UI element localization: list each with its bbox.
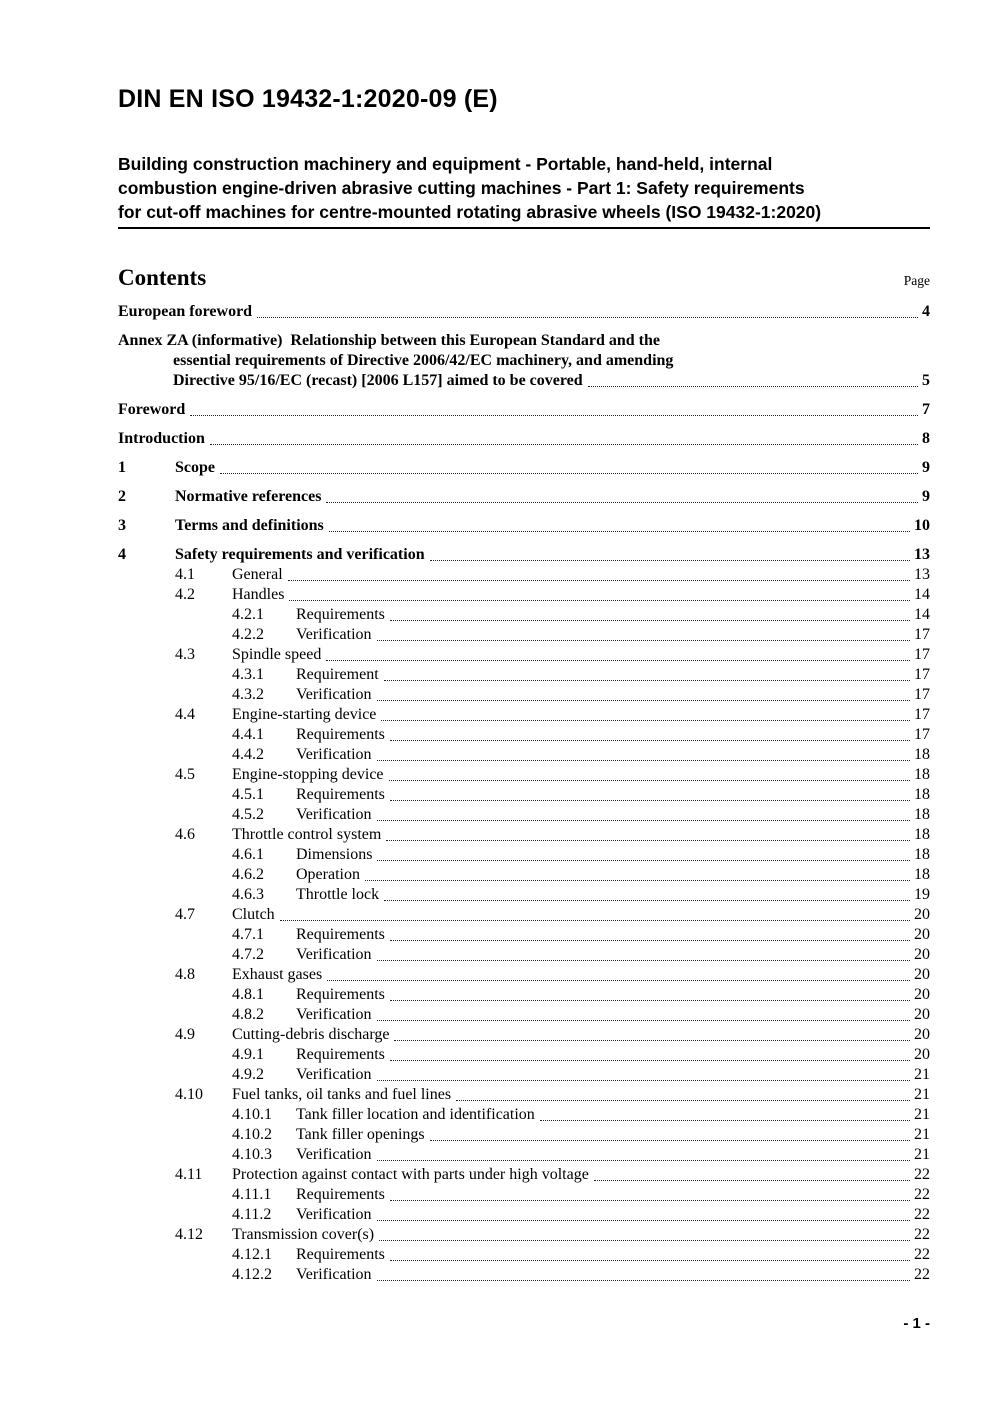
toc-entry-label: Verification (296, 1066, 372, 1083)
page-number-footer: - 1 - (903, 1315, 930, 1332)
toc-entry-label: Verification (296, 1266, 372, 1283)
toc-entry-label: Verification (296, 1006, 372, 1023)
toc-entry[interactable] (118, 1265, 930, 1285)
toc-entry-number: 4.5 (175, 766, 195, 783)
toc-dot-leader (327, 980, 910, 981)
toc-dot-leader (257, 317, 918, 318)
toc-dot-leader (430, 560, 910, 561)
toc-entry-page: 22 (914, 1206, 930, 1223)
toc-entry[interactable] (118, 585, 930, 605)
toc-entry-page: 20 (914, 1026, 930, 1043)
toc-dot-leader (326, 660, 910, 661)
toc-dot-leader (377, 1220, 910, 1221)
toc-dot-leader (377, 1160, 910, 1161)
toc-entry[interactable] (118, 845, 930, 865)
toc-entry[interactable] (118, 1125, 930, 1145)
toc-entry-number: 4.6.2 (232, 866, 264, 883)
toc-entry-label: Safety requirements and verification (175, 546, 425, 563)
toc-entry-page: 17 (914, 666, 930, 683)
toc-entry[interactable] (118, 605, 930, 625)
toc-dot-leader (394, 1040, 910, 1041)
toc-entry-page: 9 (922, 459, 930, 476)
toc-entry-page: 17 (914, 726, 930, 743)
toc-entry-label: Verification (296, 806, 372, 823)
toc-entry-number: 4.4.1 (232, 726, 264, 743)
toc-dot-leader (377, 1280, 910, 1281)
contents-heading: Contents (118, 265, 207, 290)
toc-dot-leader (377, 1020, 910, 1021)
toc-dot-leader (190, 415, 918, 416)
toc-entry-number: 4.6.1 (232, 846, 264, 863)
toc-entry-page: 4 (922, 303, 930, 320)
toc-entry-number: 4.12 (175, 1226, 203, 1243)
toc-entry-page: 21 (914, 1106, 930, 1123)
toc-dot-leader (377, 760, 910, 761)
toc-dot-leader (280, 920, 910, 921)
toc-entry-page: 18 (914, 746, 930, 763)
toc-dot-leader (377, 1080, 910, 1081)
document-title-line: Building construction machinery and equipment - Portable, hand-held, internal (118, 154, 773, 174)
toc-entry-number: 2 (118, 488, 126, 505)
toc-entry-label: Handles (232, 586, 285, 603)
toc-entry-page: 17 (914, 686, 930, 703)
toc-entry[interactable] (118, 1085, 930, 1105)
toc-entry-page: 20 (914, 926, 930, 943)
toc-entry[interactable] (118, 685, 930, 705)
toc-entry-page: 21 (914, 1126, 930, 1143)
toc-entry-label: Foreword (118, 401, 186, 418)
toc-entry-label: Dimensions (296, 846, 373, 863)
toc-dot-leader (365, 880, 910, 881)
toc-dot-leader (588, 386, 918, 387)
toc-entry-page: 19 (914, 886, 930, 903)
toc-entry-page: 18 (914, 846, 930, 863)
toc-entry-page: 18 (914, 806, 930, 823)
toc-entry-number: 4.2.1 (232, 606, 264, 623)
document-title-line: combustion engine-driven abrasive cutting machines - Part 1: Safety requirements (118, 178, 805, 198)
toc-entry-label: Exhaust gases (232, 966, 323, 983)
toc-entry-number: 4.12.2 (232, 1266, 272, 1283)
toc-entry-label: Verification (296, 626, 372, 643)
toc-dot-leader (288, 580, 910, 581)
toc-entry-number: 4.6 (175, 826, 195, 843)
toc-entry-label: Normative references (175, 488, 322, 505)
toc-entry-page: 21 (914, 1146, 930, 1163)
toc-entry-number: 4.9 (175, 1026, 195, 1043)
toc-entry-page: 17 (914, 626, 930, 643)
toc-entry-number: 4.5.2 (232, 806, 264, 823)
toc-entry-number: 3 (118, 517, 126, 534)
toc-entry-label: Introduction (118, 430, 205, 447)
toc-entry-number: 4.8.2 (232, 1006, 264, 1023)
toc-entry[interactable] (118, 945, 930, 965)
toc-entry-label: Throttle control system (232, 826, 382, 843)
contents-header (118, 265, 930, 291)
toc-entry-page: 14 (914, 586, 930, 603)
page-column-label: Page (903, 273, 930, 288)
toc-dot-leader (377, 960, 910, 961)
toc-entry-number: 1 (118, 459, 126, 476)
toc-entry-page: 7 (922, 401, 930, 418)
document-code: DIN EN ISO 19432-1:2020-09 (E) (118, 85, 498, 113)
toc-entry-page: 13 (914, 546, 930, 563)
toc-entry-page: 8 (922, 430, 930, 447)
toc-dot-leader (210, 444, 918, 445)
toc-entry-label: Requirement (296, 666, 379, 683)
toc-entry-page: 20 (914, 986, 930, 1003)
toc-entry-label: essential requirements of Directive 2006/42/EC machinery, and amending (173, 352, 674, 369)
toc-entry[interactable] (118, 516, 930, 536)
toc-dot-leader (384, 680, 910, 681)
toc-entry-number: 4.5.1 (232, 786, 264, 803)
toc-entry-page: 22 (914, 1226, 930, 1243)
toc-entry-label: Verification (296, 1206, 372, 1223)
toc-dot-leader (390, 1000, 910, 1001)
toc-dot-leader (381, 720, 910, 721)
toc-entry-label: Spindle speed (232, 646, 322, 663)
toc-entry-label: Transmission cover(s) (232, 1226, 375, 1243)
toc-entry-number: 4.4.2 (232, 746, 264, 763)
toc-entry-page: 14 (914, 606, 930, 623)
toc-entry-number: 4.2.2 (232, 626, 264, 643)
toc-entry-page: 22 (914, 1266, 930, 1283)
toc-entry[interactable] (118, 1045, 930, 1065)
toc-entry-page: 22 (914, 1186, 930, 1203)
toc-entry[interactable] (118, 487, 930, 507)
toc-entry[interactable] (118, 1105, 930, 1125)
toc-entry-page: 18 (914, 826, 930, 843)
toc-entry-label: Requirements (296, 1246, 385, 1263)
toc-entry[interactable] (118, 351, 930, 371)
toc-entry-number: 4.8 (175, 966, 195, 983)
toc-dot-leader (594, 1180, 910, 1181)
toc-entry-label: Scope (175, 459, 215, 476)
toc-dot-leader (384, 900, 910, 901)
toc-entry[interactable] (118, 665, 930, 685)
toc-entry-label: Requirements (296, 606, 385, 623)
toc-dot-leader (377, 860, 910, 861)
toc-dot-leader (329, 531, 910, 532)
toc-entry[interactable] (118, 1145, 930, 1165)
toc-entry[interactable] (118, 765, 930, 785)
toc-entry-page: 20 (914, 966, 930, 983)
toc-entry-label: European foreword (118, 303, 253, 320)
toc-entry-page: 20 (914, 1006, 930, 1023)
toc-dot-leader (379, 1240, 910, 1241)
toc-entry-number: 4.3 (175, 646, 195, 663)
toc-entry[interactable] (118, 905, 930, 925)
toc-entry[interactable] (118, 1005, 930, 1025)
toc-entry-label: Throttle lock (296, 886, 380, 903)
toc-entry[interactable] (118, 331, 930, 351)
document-title (118, 152, 930, 229)
toc-entry-page: 22 (914, 1166, 930, 1183)
toc-dot-leader (540, 1120, 910, 1121)
toc-dot-leader (386, 840, 910, 841)
toc-entry-number: 4.7.1 (232, 926, 264, 943)
toc-entry-label: Requirements (296, 1046, 385, 1063)
toc-entry-number: 4.2 (175, 586, 195, 603)
toc-dot-leader (390, 740, 910, 741)
toc-entry-page: 18 (914, 766, 930, 783)
toc-entry[interactable] (118, 400, 930, 420)
toc-entry-label: Verification (296, 746, 372, 763)
toc-entry[interactable] (118, 925, 930, 945)
toc-entry[interactable] (118, 625, 930, 645)
toc-dot-leader (430, 1140, 910, 1141)
toc-dot-leader (389, 780, 910, 781)
toc-entry[interactable] (118, 865, 930, 885)
toc-dot-leader (377, 700, 910, 701)
toc-entry-label: Directive 95/16/EC (recast) [2006 L157] aimed to be covered (173, 372, 583, 389)
toc-entry[interactable] (118, 725, 930, 745)
toc-entry-label: Tank filler openings (296, 1126, 425, 1143)
toc-entry-number: 4.11.2 (232, 1206, 272, 1223)
toc-entry-number: 4.11 (175, 1166, 203, 1183)
toc-dot-leader (390, 1200, 910, 1201)
toc-dot-leader (456, 1100, 910, 1101)
toc-entry-page: 5 (922, 372, 930, 389)
toc-entry[interactable] (118, 1065, 930, 1085)
toc-entry-label: Requirements (296, 786, 385, 803)
toc-entry-label: Verification (296, 946, 372, 963)
table-of-contents (118, 302, 930, 1285)
toc-dot-leader (390, 800, 910, 801)
toc-entry[interactable] (118, 805, 930, 825)
toc-entry-page: 17 (914, 706, 930, 723)
toc-entry[interactable] (118, 705, 930, 725)
toc-dot-leader (289, 600, 910, 601)
toc-dot-leader (390, 1260, 910, 1261)
toc-entry-number: 4 (118, 546, 126, 563)
toc-entry-number: 4.3.1 (232, 666, 264, 683)
toc-entry[interactable] (118, 429, 930, 449)
toc-entry[interactable] (118, 371, 930, 391)
toc-entry[interactable] (118, 885, 930, 905)
toc-entry[interactable] (118, 302, 930, 322)
toc-entry-label: Requirements (296, 726, 385, 743)
toc-entry[interactable] (118, 1185, 930, 1205)
toc-entry-number: 4.9.1 (232, 1046, 264, 1063)
toc-entry[interactable] (118, 1165, 930, 1185)
toc-entry-label: Requirements (296, 1186, 385, 1203)
toc-entry[interactable] (118, 1205, 930, 1225)
toc-dot-leader (326, 502, 918, 503)
toc-entry-page: 10 (914, 517, 930, 534)
toc-dot-leader (220, 473, 918, 474)
toc-entry-label: Operation (296, 866, 360, 883)
toc-entry-label: Cutting-debris discharge (232, 1026, 390, 1043)
toc-dot-leader (390, 620, 910, 621)
toc-entry-label: Verification (296, 1146, 372, 1163)
toc-entry-page: 21 (914, 1066, 930, 1083)
toc-entry-label: Requirements (296, 926, 385, 943)
toc-entry[interactable] (118, 645, 930, 665)
toc-entry-label: Requirements (296, 986, 385, 1003)
toc-dot-leader (377, 640, 910, 641)
toc-entry-page: 20 (914, 1046, 930, 1063)
toc-entry-page: 20 (914, 946, 930, 963)
toc-entry[interactable] (118, 565, 930, 585)
toc-entry-number: 4.7.2 (232, 946, 264, 963)
document-title-line: for cut-off machines for centre-mounted rotating abrasive wheels (ISO 19432-1:2020) (118, 202, 822, 222)
toc-entry-number: 4.11.1 (232, 1186, 272, 1203)
toc-entry-number: 4.10.2 (232, 1126, 272, 1143)
toc-entry-page: 20 (914, 906, 930, 923)
toc-entry-label: Tank filler location and identification (296, 1106, 535, 1123)
toc-entry-label: Annex ZA (informative) Relationship between this European Standard and the (118, 332, 660, 349)
toc-entry-number: 4.1 (175, 566, 195, 583)
toc-entry-number: 4.10 (175, 1086, 203, 1103)
toc-entry[interactable] (118, 785, 930, 805)
toc-entry-label: Clutch (232, 906, 275, 923)
toc-entry-label: Engine-starting device (232, 706, 377, 723)
toc-entry-page: 18 (914, 866, 930, 883)
toc-entry-number: 4.4 (175, 706, 195, 723)
toc-entry-label: Fuel tanks, oil tanks and fuel lines (232, 1086, 452, 1103)
toc-entry-number: 4.12.1 (232, 1246, 272, 1263)
toc-entry-number: 4.3.2 (232, 686, 264, 703)
toc-entry-page: 13 (914, 566, 930, 583)
toc-entry[interactable] (118, 1245, 930, 1265)
toc-entry[interactable] (118, 545, 930, 565)
toc-entry[interactable] (118, 1025, 930, 1045)
toc-entry[interactable] (118, 458, 930, 478)
toc-entry-number: 4.9.2 (232, 1066, 264, 1083)
toc-entry[interactable] (118, 985, 930, 1005)
toc-entry[interactable] (118, 1225, 930, 1245)
toc-entry-label: Protection against contact with parts under high voltage (232, 1166, 589, 1183)
toc-entry-number: 4.7 (175, 906, 195, 923)
toc-entry-label: Engine-stopping device (232, 766, 384, 783)
toc-entry-number: 4.8.1 (232, 986, 264, 1003)
toc-entry-label: Terms and definitions (175, 517, 324, 534)
toc-entry-number: 4.10.1 (232, 1106, 272, 1123)
toc-entry-page: 18 (914, 786, 930, 803)
toc-entry-number: 4.10.3 (232, 1146, 272, 1163)
toc-entry-page: 9 (922, 488, 930, 505)
toc-entry-label: Verification (296, 686, 372, 703)
toc-entry-page: 21 (914, 1086, 930, 1103)
toc-entry-page: 17 (914, 646, 930, 663)
toc-dot-leader (390, 1060, 910, 1061)
toc-entry[interactable] (118, 825, 930, 845)
toc-entry[interactable] (118, 745, 930, 765)
toc-dot-leader (377, 820, 910, 821)
toc-dot-leader (390, 940, 910, 941)
toc-entry[interactable] (118, 965, 930, 985)
toc-entry-number: 4.6.3 (232, 886, 264, 903)
toc-entry-page: 22 (914, 1246, 930, 1263)
toc-entry-label: General (232, 566, 283, 583)
